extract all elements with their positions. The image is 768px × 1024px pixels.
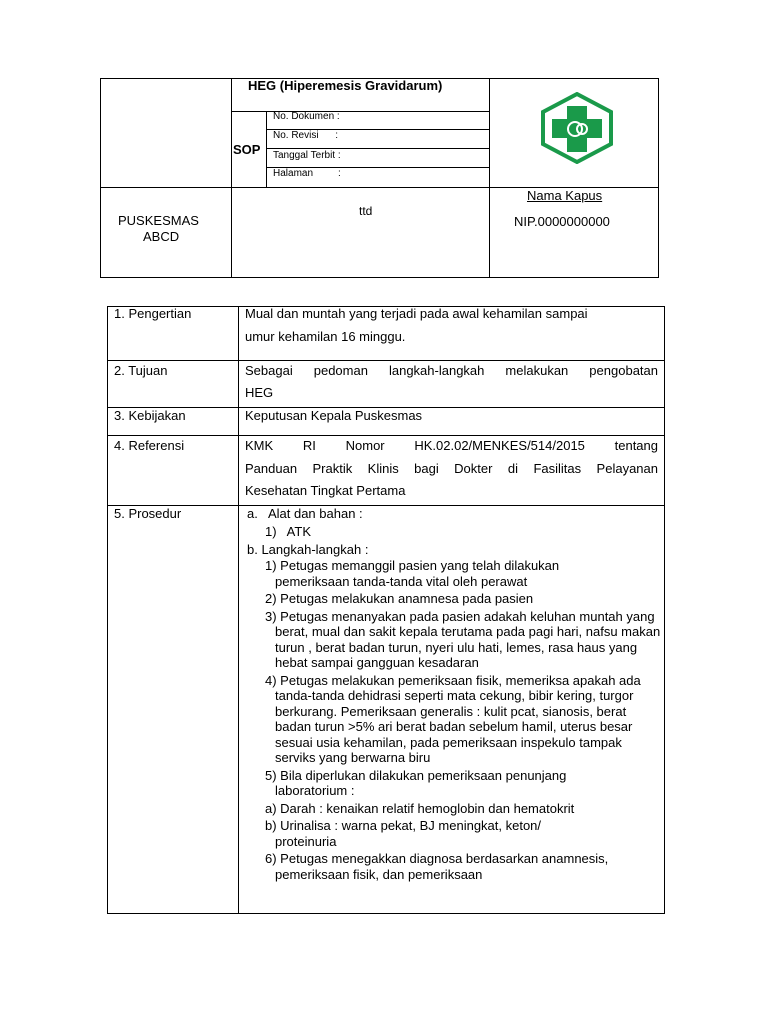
step-item: a) Darah : kenaikan relatif hemoglobin dan hematokrit <box>265 800 575 816</box>
step-item: b) Urinalisa : warna pekat, BJ meningkat, keton/ proteinuria <box>265 818 542 849</box>
field-no-dokumen: No. Dokumen : <box>273 111 340 122</box>
prosedur-a-item: 1) ATK <box>265 524 311 539</box>
referensi-line-2: Panduan Praktik Klinis bagi Dokter di Fasilitas Pelayanan <box>245 461 658 476</box>
step-item: 1) Petugas memanggil pasien yang telah dilakukan pemeriksaan tanda-tanda vital oleh perawat <box>265 558 560 589</box>
field-tanggal-terbit: Tanggal Terbit : <box>273 150 341 161</box>
row-label-pengertian: 1. Pengertian <box>114 306 192 321</box>
row-label-tujuan: 2. Tujuan <box>114 363 168 378</box>
row-label-kebijakan: 3. Kebijakan <box>114 408 186 423</box>
referensi-line-1: KMK RI Nomor HK.02.02/MENKES/514/2015 tentang <box>245 438 658 453</box>
head-name: Nama Kapus <box>527 188 603 203</box>
step-item: 6) Petugas menegakkan diagnosa berdasarkan anamnesis, pemeriksaan fisik, dan pemeriksaan <box>265 851 609 882</box>
step-item: 5) Bila diperlukan dilakukan pemeriksaan penunjang laboratorium : <box>265 767 567 798</box>
pengertian-line-1: Mual dan muntah yang terjadi pada awal kehamilan sampai <box>245 306 588 321</box>
sop-label: SOP <box>233 142 261 157</box>
prosedur-b-label: b. Langkah-langkah : <box>247 542 369 557</box>
tujuan-line-1: Sebagai pedoman langkah-langkah melakukan pengobatan <box>245 363 658 378</box>
field-halaman: Halaman : <box>273 168 341 179</box>
kebijakan-line-1: Keputusan Kepala Puskesmas <box>245 408 423 423</box>
row-label-prosedur: 5. Prosedur <box>114 506 182 521</box>
prosedur-steps <box>265 558 665 882</box>
signature-text: ttd <box>359 204 373 218</box>
step-item: 2) Petugas melakukan anamnesa pada pasien <box>265 591 534 606</box>
puskesmas-logo-icon <box>539 92 615 164</box>
head-nip: NIP.0000000000 <box>514 214 610 229</box>
step-item: 4) Petugas melakukan pemeriksaan fisik, memeriksa apakah ada tanda-tanda dehidrasi seperti mata cekung, bibir kering, turgor berkurang. Pemeriksaan generalis : kulit pcat, sianosis, berat badan turun >5% ari berat badan sebelum hamil, uterus besar sesuai usia kehamilan, pada pemeriksaan inspekulo tampak serviks yang berwarna biru <box>265 672 641 765</box>
prosedur-a-label: a. Alat dan bahan : <box>247 506 363 521</box>
tujuan-line-2: HEG <box>245 385 274 400</box>
document-title: HEG (Hiperemesis Gravidarum) <box>248 78 443 93</box>
org-name-line2: ABCD <box>143 229 180 244</box>
step-item: 3) Petugas menanyakan pada pasien adakah keluhan muntah yang berat, mual dan sakit kepala terutama pada pagi hari, nafsu makan turun , berat badan turun, nyeri ulu hati, lemes, rasa haus yang hebat sampai gangguan kesadaran <box>265 608 661 670</box>
pengertian-line-2: umur kehamilan 16 minggu. <box>245 329 406 344</box>
row-label-referensi: 4. Referensi <box>114 438 185 453</box>
field-no-revisi: No. Revisi : <box>273 130 339 141</box>
referensi-line-3: Kesehatan Tingkat Pertama <box>245 483 406 498</box>
org-name-line1: PUSKESMAS <box>118 213 199 228</box>
